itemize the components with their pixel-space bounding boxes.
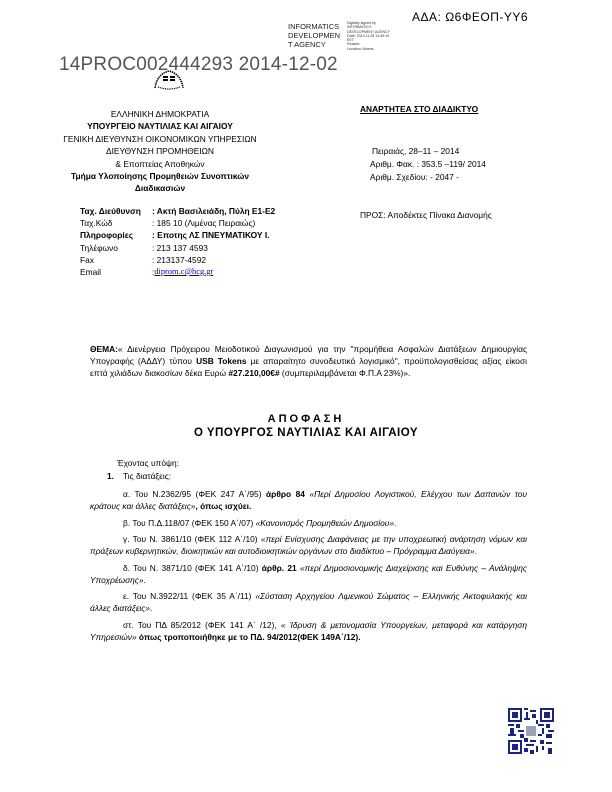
signature-detail-line: EET bbox=[347, 38, 354, 43]
signature-detail-line: Digitally signed by bbox=[347, 21, 376, 25]
contact-block bbox=[80, 205, 275, 278]
clause-title: «Σύσταση Αρχηγείου Λιμενικού Σώματος – Ελληνικής Ακτοφυλακής και άλλες διατάξεις» bbox=[90, 591, 528, 614]
contact-row bbox=[80, 229, 275, 241]
clause-tail: . bbox=[143, 574, 146, 585]
contact-row bbox=[80, 217, 275, 229]
clause-lead: δ. Του Ν. 3871/10 (ΦΕΚ 141 Α΄/10) bbox=[123, 562, 262, 573]
clause-lead: ε. Του Ν.3922/11 (ΦΕΚ 35 Α΄/11) bbox=[123, 591, 256, 602]
clause-item bbox=[90, 488, 527, 512]
subject-text-2: με απαραίτητο συνοδευτικό λογισμικό", προϋπολογισθείσας αξίας είκοσι επτά χιλιάδων διακοσίων δέκα Ευρώ bbox=[90, 356, 527, 379]
item-1 bbox=[107, 471, 171, 481]
clause-tail: . bbox=[474, 546, 477, 557]
header-line: ΔΙΕΥΘΥΝΣΗ ΠΡΟΜΗΘΕΙΩΝ bbox=[106, 146, 214, 157]
considering-intro: Έχοντας υπόψη: bbox=[117, 458, 179, 468]
draft-number: Αριθμ. Σχεδίου: - 2047 - bbox=[370, 172, 459, 182]
header-line: ΓΕΝΙΚΗ ΔΙΕΥΘΥΝΣΗ ΟΙΚΟΝΟΜΙΚΩΝ ΥΠΗΡΕΣΙΩΝ bbox=[63, 133, 257, 144]
clause-title: «Κανονισμός Προμηθειών Δημοσίου» bbox=[255, 517, 395, 528]
clauses-list bbox=[90, 488, 527, 647]
signature-agency bbox=[288, 22, 340, 49]
clause-article: άρθρο 84 bbox=[265, 489, 310, 499]
signature-details bbox=[347, 21, 390, 51]
clause-item bbox=[90, 562, 527, 586]
contact-label: Fax bbox=[80, 254, 94, 265]
signature-detail-line: Date: 2014.11.28 13:49:10 bbox=[347, 33, 390, 38]
clause-lead: α. Του Ν.2362/95 (ΦΕΚ 247 Α΄/95) bbox=[123, 489, 266, 499]
document-meta bbox=[370, 145, 486, 184]
clause-lead: β. Του Π.Δ.118/07 (ΦΕΚ 150 Α΄/07) bbox=[123, 517, 256, 528]
signature-detail-line: Location: Athens bbox=[347, 46, 374, 51]
contact-row bbox=[80, 254, 275, 266]
header-line: Τμήμα Υλοποίησης Προμηθειών Συνοπτικών bbox=[71, 171, 249, 182]
contact-label: Τηλέφωνο bbox=[80, 242, 118, 253]
contact-label: Email bbox=[80, 267, 101, 278]
clause-title: « Ίδρυση & μετονομασία Υπουργείων, μεταφορά και κατάργηση Υπηρεσιών» bbox=[90, 619, 527, 642]
qr-code-icon bbox=[508, 708, 554, 754]
header-line: Διαδικασιών bbox=[134, 183, 186, 194]
subject-paragraph bbox=[90, 343, 527, 380]
decision-subtitle: Ο ΥΠΟΥΡΓΟΣ ΝΑΥΤΙΛΙΑΣ ΚΑΙ ΑΙΓΑΙΟΥ bbox=[193, 427, 419, 439]
subject-text: « Διενέργεια Πρόχειρου Μειοδοτικού Διαγωνισμού για την "προμήθεια Ασφαλών Διατάξεων Δημιουργίας Υπογραφής (ΑΔΔΥ) τύπου bbox=[90, 344, 527, 367]
clause-item bbox=[90, 590, 527, 614]
decision-title: ΑΠΟΦΑΣΗ bbox=[267, 413, 345, 425]
clause-title: «περί Ενίσχυσης Διαφάνειας με την υποχρεωτική ανάρτηση νόμων και πράξεων κυβερνητικών, διοικητικών και αυτοδιοικητικών οργάνων στο διαδίκτυο – Πρόγραμμα Διαύγεια» bbox=[90, 533, 527, 557]
clause-tail: . bbox=[149, 603, 153, 614]
issuer-header bbox=[60, 108, 260, 195]
file-number: Αριθμ. Φακ. : 353.5 –119/ 2014 bbox=[370, 159, 486, 169]
clause-tail: . bbox=[394, 517, 397, 528]
signature-agency-line: INFORMATICS bbox=[288, 22, 340, 31]
subject-vat: (συμπεριλαμβάνεται Φ.Π.Α 23%)». bbox=[279, 368, 411, 379]
subject-label: ΘΕΜΑ: bbox=[90, 344, 118, 354]
contact-label: Ταχ.Κώδ bbox=[80, 218, 113, 229]
contact-row bbox=[80, 205, 275, 217]
clause-lead: στ. Του ΠΔ 85/2012 (ΦΕΚ 141 Α΄ /12), bbox=[123, 619, 281, 630]
header-line: ΕΛΛΗΝΙΚΗ ΔΗΜΟΚΡΑΤΙΑ bbox=[110, 109, 210, 119]
clause-article: άρθρ. 21 bbox=[261, 562, 300, 573]
clause-lead: γ. Του Ν. 3861/10 (ΦΕΚ 112 Α΄/10) bbox=[123, 533, 261, 544]
greek-emblem-icon bbox=[152, 68, 186, 90]
contact-value: : Εποτης ΛΣ ΠΝΕΥΜΑΤΙΚΟΥ Ι. bbox=[152, 230, 270, 241]
signature-agency-line: DEVELOPMEN bbox=[288, 31, 341, 40]
clause-item bbox=[90, 619, 527, 643]
clause-item bbox=[90, 533, 527, 557]
protocol-stamp: 14PROC002444293 2014-12-02 bbox=[59, 54, 338, 75]
contact-value: : Ακτή Βασιλειάδη, Πύλη Ε1-Ε2 bbox=[152, 206, 276, 216]
clause-title: «Περί Δημοσίου Λογιστικού, Ελέγχου των Δαπανών του κράτους και άλλες διατάξεις» bbox=[90, 489, 528, 512]
clause-tail: όπως τροποποιήθηκε με το ΠΔ. 94/2012(ΦΕΚ 149Α΄/12). bbox=[136, 631, 361, 642]
item-1-text: Τις διατάξεις: bbox=[123, 471, 172, 481]
signature-detail-line: DEVELOPMENT AGENCY bbox=[347, 29, 391, 34]
header-line: & Εποπτείας Αποθηκών bbox=[115, 158, 205, 169]
contact-label: Ταχ. Διεύθυνση bbox=[80, 206, 141, 216]
email-link[interactable]: diprom.c@hcg.gr bbox=[154, 267, 214, 277]
recipients: ΠΡΟΣ: Αποδέκτες Πίνακα Διανομής bbox=[360, 210, 492, 220]
place-date: Πειραιάς, 28–11 – 2014 bbox=[372, 146, 460, 156]
ada-code: ΑΔΑ: Ω6ΦΕΟΠ-ΥΥ6 bbox=[412, 10, 529, 24]
header-line: ΥΠΟΥΡΓΕΙΟ ΝΑΥΤΙΛΙΑΣ ΚΑΙ ΑΙΓΑΙΟΥ bbox=[87, 121, 233, 132]
clause-title: «περί Δημοσιονομικής Διαχείρισης και Ευθύνης – Ανάληψης Υποχρέωσης» bbox=[90, 562, 527, 585]
contact-row-email bbox=[80, 266, 275, 278]
contact-row bbox=[80, 242, 275, 254]
subject-amount: #27.210,00€# bbox=[228, 368, 280, 379]
clause-item bbox=[90, 517, 527, 529]
contact-value: : 213 137 4593 bbox=[152, 242, 208, 253]
contact-label: Πληροφορίες bbox=[80, 230, 134, 241]
contact-value: : 213137-4592 bbox=[152, 254, 207, 265]
posting-note: ΑΝΑΡΤΗΤΕΑ ΣΤΟ ΔΙΑΔΙΚΤΥΟ bbox=[360, 104, 479, 114]
contact-value: : 185 10 (Λιμένας Πειραιώς) bbox=[152, 218, 256, 229]
clause-tail: , όπως ισχύει. bbox=[195, 501, 252, 512]
email-prefix: : bbox=[152, 267, 155, 278]
signature-agency-line: T AGENCY bbox=[288, 40, 326, 49]
item-1-number: 1. bbox=[107, 471, 114, 481]
subject-usb: USB Tokens bbox=[196, 356, 247, 367]
signature-detail-line: Reason: bbox=[347, 42, 361, 47]
signature-detail-line: INFORMATICS bbox=[347, 25, 372, 30]
